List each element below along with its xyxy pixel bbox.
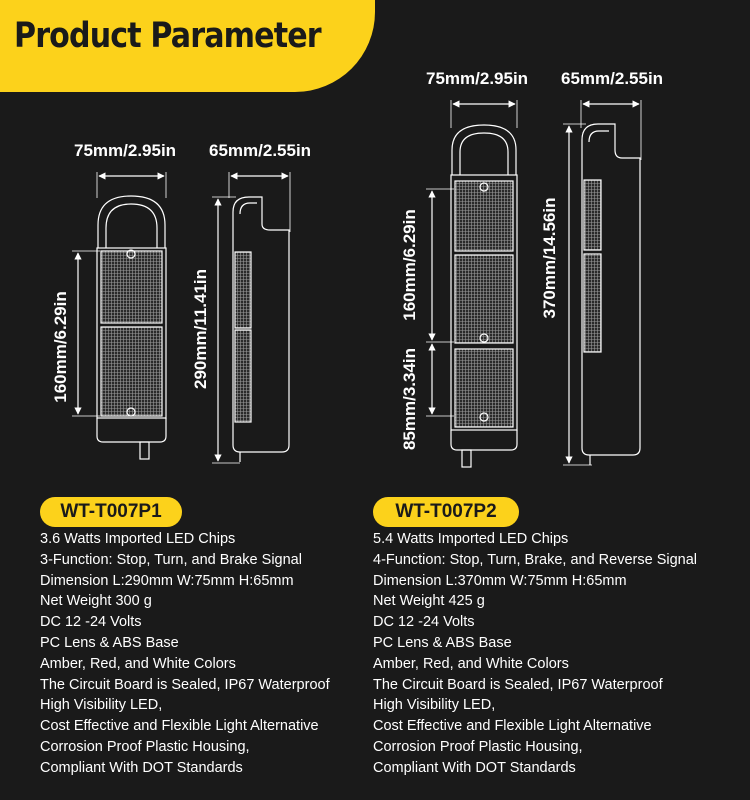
list-item: Compliant With DOT Standards bbox=[373, 759, 576, 776]
p1-front-view bbox=[97, 196, 166, 459]
list-item: The Circuit Board is Sealed, IP67 Waterproof bbox=[40, 676, 330, 693]
list-item: Cost Effective and Flexible Light Alternative bbox=[373, 718, 652, 735]
list-item: Net Weight 425 g bbox=[373, 593, 485, 610]
list-item: The Circuit Board is Sealed, IP67 Waterproof bbox=[373, 676, 663, 693]
p2-model-badge: WT-T007P2 bbox=[373, 497, 519, 527]
p2-front-view bbox=[451, 125, 517, 467]
page-title: Product Parameter bbox=[14, 16, 321, 56]
list-item: Cost Effective and Flexible Light Alternative bbox=[40, 718, 319, 735]
list-item: 3-Function: Stop, Turn, and Brake Signal bbox=[40, 551, 302, 568]
list-item: Dimension L:290mm W:75mm H:65mm bbox=[40, 572, 294, 589]
list-item: PC Lens & ABS Base bbox=[40, 634, 179, 651]
p1-depth-label: 65mm/2.55in bbox=[209, 141, 312, 160]
list-item: Amber, Red, and White Colors bbox=[40, 655, 236, 672]
p1-side-view bbox=[233, 197, 289, 462]
list-item: 3.6 Watts Imported LED Chips bbox=[40, 531, 236, 547]
p1-spec-list bbox=[40, 529, 330, 779]
p2-total-height-label: 370mm/14.56in bbox=[540, 197, 559, 319]
p1-width-label: 75mm/2.95in bbox=[74, 141, 177, 160]
p1-lens-height-label: 160mm/6.29in bbox=[51, 291, 70, 403]
list-item: High Visibility LED, bbox=[373, 697, 496, 714]
p2-lower-height-label: 85mm/3.34in bbox=[400, 347, 419, 451]
p1-total-height-label: 290mm/11.41in bbox=[191, 268, 210, 390]
p2-spec-list bbox=[373, 529, 697, 779]
p1-model-badge: WT-T007P1 bbox=[40, 497, 182, 527]
p2-lens-height-label: 160mm/6.29in bbox=[400, 209, 419, 321]
p2-side-view bbox=[582, 124, 640, 465]
list-item: Corrosion Proof Plastic Housing, bbox=[40, 738, 250, 755]
list-item: Dimension L:370mm W:75mm H:65mm bbox=[373, 572, 627, 589]
list-item: DC 12 -24 Volts bbox=[373, 614, 475, 631]
p2-width-label: 75mm/2.95in bbox=[426, 69, 529, 88]
list-item: PC Lens & ABS Base bbox=[373, 634, 512, 651]
list-item: DC 12 -24 Volts bbox=[40, 614, 142, 631]
list-item: Amber, Red, and White Colors bbox=[373, 655, 569, 672]
p2-depth-label: 65mm/2.55in bbox=[561, 69, 664, 88]
list-item: High Visibility LED, bbox=[40, 697, 163, 714]
list-item: 4-Function: Stop, Turn, Brake, and Reverse Signal bbox=[373, 551, 698, 568]
list-item: Compliant With DOT Standards bbox=[40, 759, 243, 776]
list-item: 5.4 Watts Imported LED Chips bbox=[373, 531, 569, 547]
list-item: Corrosion Proof Plastic Housing, bbox=[373, 738, 583, 755]
list-item: Net Weight 300 g bbox=[40, 593, 152, 610]
